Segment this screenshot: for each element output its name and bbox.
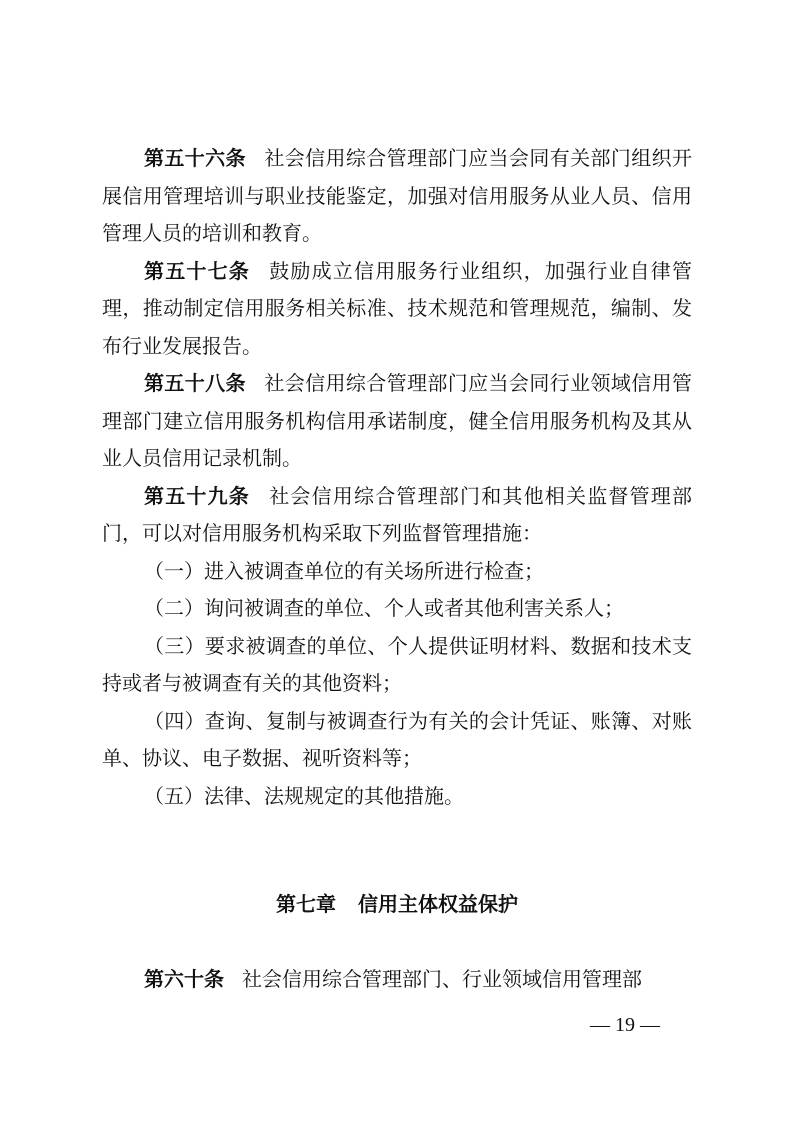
page-number: — 19 — (590, 1014, 660, 1036)
article-text: 社会信用综合管理部门应当会同行业领域信用管理部门建立信用服务机构信用承诺制度，健全信用服务机构及其从业人员信用记录机制。 (102, 371, 693, 470)
article-text: 社会信用综合管理部门、行业领域信用管理部 (242, 967, 642, 991)
article-text: 社会信用综合管理部门应当会同有关部门组织开展信用管理培训与职业技能鉴定，加强对信用服务从业人员、信用管理人员的培训和教育。 (102, 146, 693, 245)
article-58 (102, 365, 692, 478)
article-number: 第五十八条 (144, 371, 246, 395)
measure-item: （一）进入被调查单位的有关场所进行检查； (144, 558, 544, 583)
article-56 (102, 140, 692, 253)
article-59 (102, 478, 692, 553)
chapter-number: 第七章 (276, 892, 336, 916)
article-number: 第六十条 (144, 967, 224, 991)
article-text: 鼓励成立信用服务行业组织，加强行业自律管理，推动制定信用服务相关标准、技术规范和管理规范，编制、发布行业发展报告。 (102, 258, 692, 358)
article-text: 社会信用综合管理部门和其他相关监督管理部门，可以对信用服务机构采取下列监督管理措施： (102, 483, 692, 545)
article-60 (102, 961, 692, 999)
chapter-heading (102, 886, 692, 923)
article-body (102, 140, 692, 815)
measure-item: （四）查询、复制与被调查行为有关的会计凭证、账簿、对账单、协议、电子数据、视听资料等； (102, 708, 692, 770)
measure-item: （二）询问被调查的单位、个人或者其他利害关系人； (144, 596, 624, 620)
measure-item: （五）法律、法规规定的其他措施。 (144, 783, 464, 808)
article-number: 第五十七条 (144, 258, 250, 283)
article-number: 第五十九条 (144, 483, 250, 508)
article-number: 第五十六条 (144, 146, 246, 170)
article-57 (102, 253, 692, 366)
measure-item: （三）要求被调查的单位、个人提供证明材料、数据和技术支持或者与被调查有关的其他资料； (102, 633, 692, 695)
chapter-title: 信用主体权益保护 (358, 892, 518, 916)
